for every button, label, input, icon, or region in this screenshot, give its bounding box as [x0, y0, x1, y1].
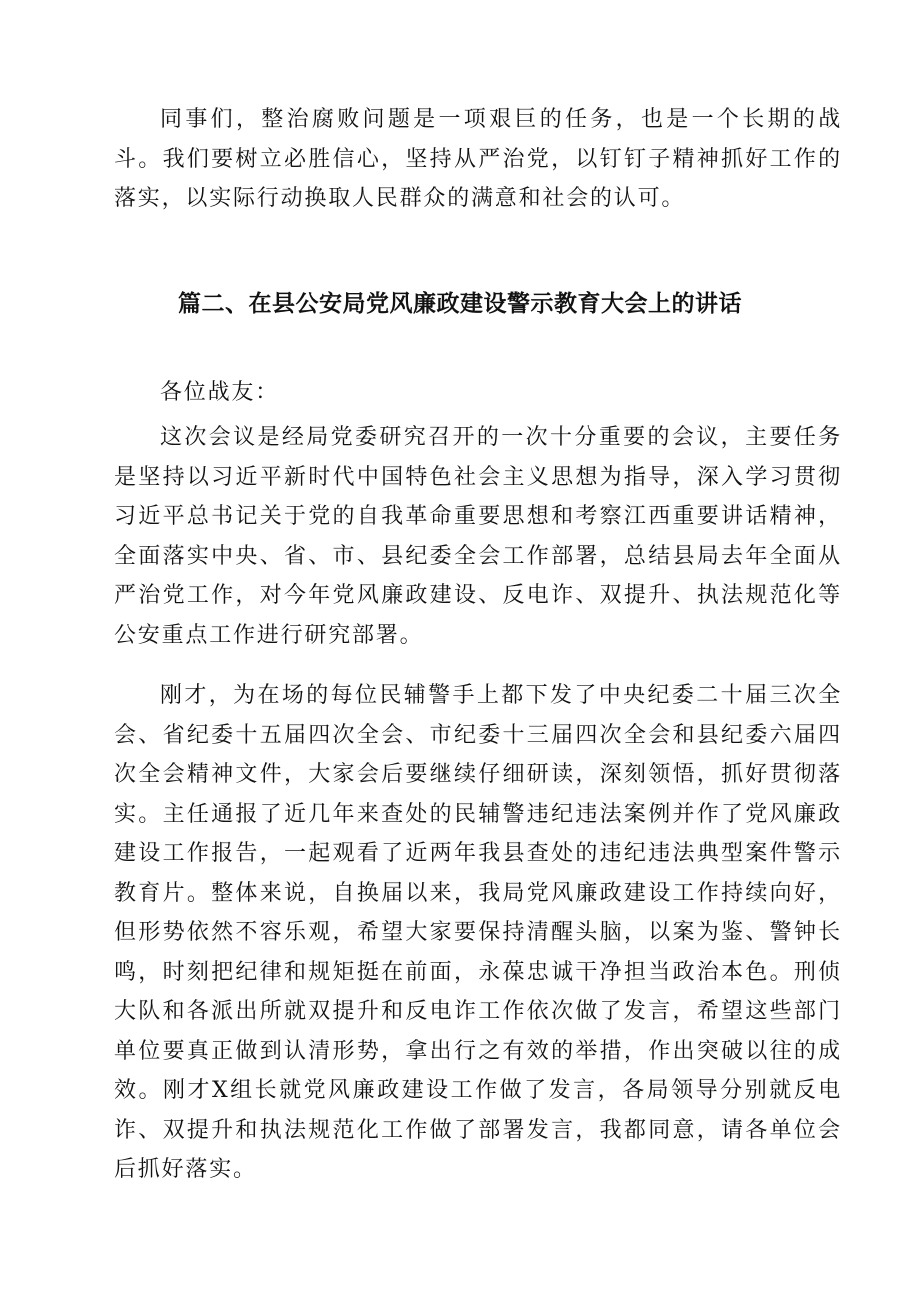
section-title: 篇二、在县公安局党风廉政建设警示教育大会上的讲话 [178, 291, 742, 317]
salutation: 各位战友： [160, 380, 280, 405]
meeting-paragraph: 这次会议是经局党委研究召开的一次十分重要的会议，主要任务是坚持以习近平新时代中国特色社会主义思想为指导，深入学习贯彻习近平总书记关于党的自我革命重要思想和考察江西重要讲话精神，全面落实中央、省、市、县纪委全会工作部署，总结县局去年全面从严治党工作，对今年党风廉政建设、反电诈、双提升、执法规范化等公安重点工作进行研究部署。 [114, 425, 842, 648]
intro-paragraph: 同事们，整治腐败问题是一项艰巨的任务，也是一个长期的战斗。我们要树立必胜信心，坚持从严治党，以钉钉子精神抓好工作的落实，以实际行动换取人民群众的满意和社会的认可。 [114, 107, 842, 211]
review-paragraph: 刚才，为在场的每位民辅警手上都下发了中央纪委二十届三次全会、省纪委十五届四次全会、市纪委十三届四次全会和县纪委六届四次全会精神文件，大家会后要继续仔细研读，深刻领悟，抓好贯彻落实。主任通报了近几年来查处的民辅警违纪违法案例并作了党风廉政建设工作报告，一起观看了近两年我县查处的违纪违法典型案件警示教育片。整体来说，自换届以来，我局党风廉政建设工作持续向好，但形势依然不容乐观，希望大家要保持清醒头脑，以案为鉴、警钟长鸣，时刻把纪律和规矩挺在前面，永葆忠诚干净担当政治本色。刑侦大队和各派出所就双提升和反电诈工作依次做了发言，希望这些部门单位要真正做到认清形势，拿出行之有效的举措，作出突破以往的成效。刚才X组长就党风廉政建设工作做了发言，各局领导分别就反电诈、双提升和执法规范化工作做了部署发言，我都同意，请各单位会后抓好落实。 [114, 683, 842, 1182]
